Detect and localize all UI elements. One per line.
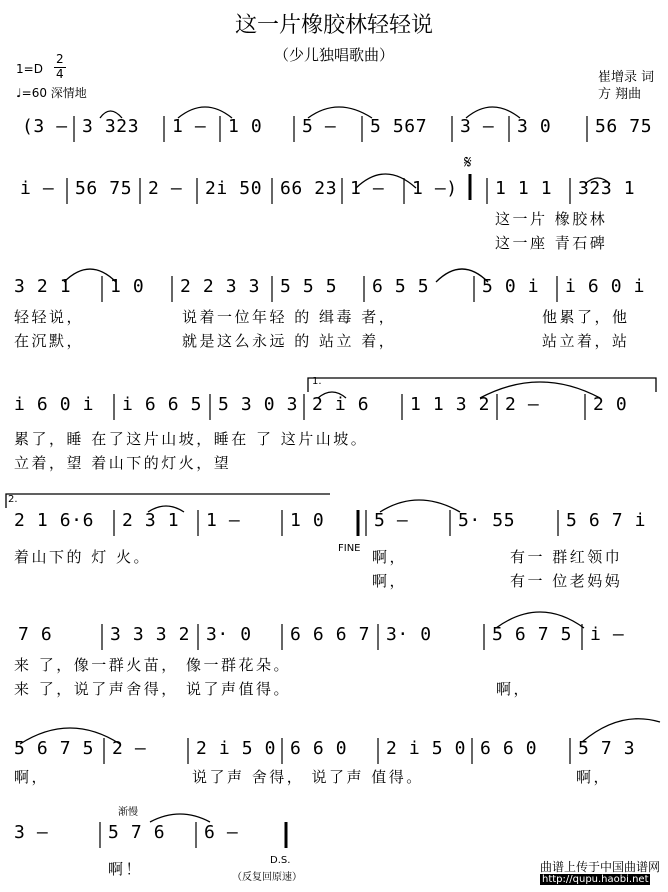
lyric-text: 就是这么永远 的 站立 着， <box>182 332 397 350</box>
measure: 2 i 5 0 <box>386 738 467 759</box>
measure: 2 – <box>112 738 147 759</box>
measure: 3 – <box>14 822 49 843</box>
lyric-text: 说着一位年轻 的 缉毒 者， <box>182 308 397 326</box>
slur <box>585 178 610 184</box>
measure: 3 323 <box>82 116 140 137</box>
footer-source: 曲谱上传于中国曲谱网 <box>540 860 661 874</box>
measure: i – <box>20 178 55 199</box>
measure: 1 – <box>206 510 241 531</box>
tie <box>178 107 232 118</box>
measure: 3· 0 <box>206 624 252 645</box>
measure: 1 – <box>172 116 207 137</box>
measure: 5 7 3 <box>578 738 636 759</box>
slur <box>148 506 184 512</box>
lyric-text: 立着，望 着山下的灯火，望 <box>14 454 232 472</box>
measure: 5· 55 <box>458 510 516 531</box>
measure: i 6 6 5 <box>122 394 203 415</box>
measure: 2 2 3 3 <box>180 276 261 297</box>
measure: 1 –) <box>412 178 458 199</box>
measure: i 6 0 i <box>565 276 646 297</box>
slur <box>150 814 210 822</box>
measure: 5 6 7 5 <box>14 738 95 759</box>
slur <box>496 612 584 628</box>
lyric-text: 啊， <box>372 548 408 566</box>
measure: 2 – <box>505 394 540 415</box>
ritardando-mark: 渐慢 <box>118 807 138 818</box>
slur <box>480 382 600 398</box>
measure: 2 – <box>148 178 183 199</box>
measure: 56 75 <box>75 178 133 199</box>
lyric-text: 有一 群红领巾 <box>510 548 623 566</box>
measure: 3 3 3 2 <box>110 624 191 645</box>
measure: 3 2 1 <box>14 276 72 297</box>
measure: i 6 0 i <box>14 394 95 415</box>
lyric-text: 累了，睡 在了这片山坡，睡在 了 这片山坡。 <box>14 430 369 448</box>
slur <box>582 719 660 742</box>
measure: 5 6 7 5 <box>492 624 573 645</box>
measure: 6 6 0 <box>290 738 348 759</box>
measure: 3· 0 <box>386 624 432 645</box>
lyric-text: 站立着，站 <box>542 332 630 350</box>
measure: 1 0 <box>290 510 325 531</box>
tie <box>64 269 116 282</box>
measure: 5 7 6 <box>108 822 166 843</box>
lyric-text: 来 了，像一群火苗， 像一群花朵。 <box>14 656 292 674</box>
lyric-text: 来 了，说了声舍得， 说了声值得。 <box>14 680 292 698</box>
volta-1-label: 1. <box>312 376 322 387</box>
lyric-text: 这一座 青石碑 <box>495 234 608 252</box>
measure: 3 0 <box>517 116 552 137</box>
slur <box>318 392 346 398</box>
tempo-marking: ♩=60 深情地 <box>16 86 87 100</box>
segno-icon: 𝄋 <box>464 152 472 173</box>
composer-credit: 方 翔曲 <box>598 87 642 102</box>
lyric-text: 这一片 橡胶林 <box>495 210 608 228</box>
volta-1-bracket <box>308 378 656 392</box>
page-subtitle: （少儿独唱歌曲） <box>273 46 394 64</box>
dal-segno-note: （反复回原速） <box>232 872 302 883</box>
measure: 2 1 6·6 <box>14 510 95 531</box>
measure: i – <box>590 624 625 645</box>
lyric-text: 啊， <box>14 768 50 786</box>
page-title: 这一片橡胶林轻轻说 <box>234 13 433 38</box>
lyricist-credit: 崔增录 词 <box>598 70 655 85</box>
tie <box>466 107 520 118</box>
measure: 5 – <box>374 510 409 531</box>
measure: 2 i 5 0 <box>196 738 277 759</box>
measure: 323 1 <box>578 178 636 199</box>
lyric-text: 着山下的 灯 火。 <box>14 548 152 566</box>
measure: 6 6 6 7 <box>290 624 371 645</box>
measure: 7 6 <box>18 624 53 645</box>
slur <box>100 111 122 118</box>
lyric-text: 轻轻说， <box>14 308 85 326</box>
tie <box>356 174 416 188</box>
measure: 2 3 1 <box>122 510 180 531</box>
measure: (3 – <box>22 116 68 137</box>
lyric-text: 啊， <box>576 768 612 786</box>
lyric-text: 啊， <box>496 680 532 698</box>
volta-2-label: 2. <box>8 494 18 505</box>
dal-segno-mark: D.S. <box>270 855 291 866</box>
measure: 6 – <box>204 822 239 843</box>
measure: 1 0 <box>110 276 145 297</box>
tie <box>380 500 460 512</box>
slur <box>20 728 120 744</box>
measure: 5 6 7 i <box>566 510 647 531</box>
measure: 5 – <box>302 116 337 137</box>
measure: 5 5 5 <box>280 276 338 297</box>
measure: 2 0 <box>593 394 628 415</box>
measure: 1 1 1 <box>495 178 553 199</box>
lyric-text: 他累了，他 <box>542 308 630 326</box>
time-signature-top: 2 <box>56 52 64 66</box>
measure: 1 0 <box>228 116 263 137</box>
footer-url: http://qupu.haobi.net <box>542 874 649 885</box>
measure: 1 – <box>350 178 385 199</box>
key-signature: 1=D <box>16 62 43 76</box>
lyric-text: 说了声 舍得， 说了声 值得。 <box>192 768 424 786</box>
measure: 3 – <box>460 116 495 137</box>
measure: 1 1 3 2 <box>410 394 491 415</box>
lyric-text: 在沉默， <box>14 332 85 350</box>
measure: 5 567 <box>370 116 428 137</box>
measure: 6 5 5 <box>372 276 430 297</box>
measure: 66 23 <box>280 178 338 199</box>
lyric-text: 啊， <box>372 572 408 590</box>
measure: 2i 50 <box>205 178 263 199</box>
measure: 6 6 0 <box>480 738 538 759</box>
lyric-text: 啊！ <box>108 860 144 878</box>
measure: 2 i 6 <box>312 394 370 415</box>
time-signature-bottom: 4 <box>56 67 64 81</box>
measure: 5 0 i <box>482 276 540 297</box>
tie <box>436 269 488 282</box>
fine-mark: FINE <box>338 543 361 554</box>
measure: 56 75 <box>595 116 653 137</box>
lyric-text: 有一 位老妈妈 <box>510 572 623 590</box>
measure: 5 3 0 3 <box>218 394 299 415</box>
